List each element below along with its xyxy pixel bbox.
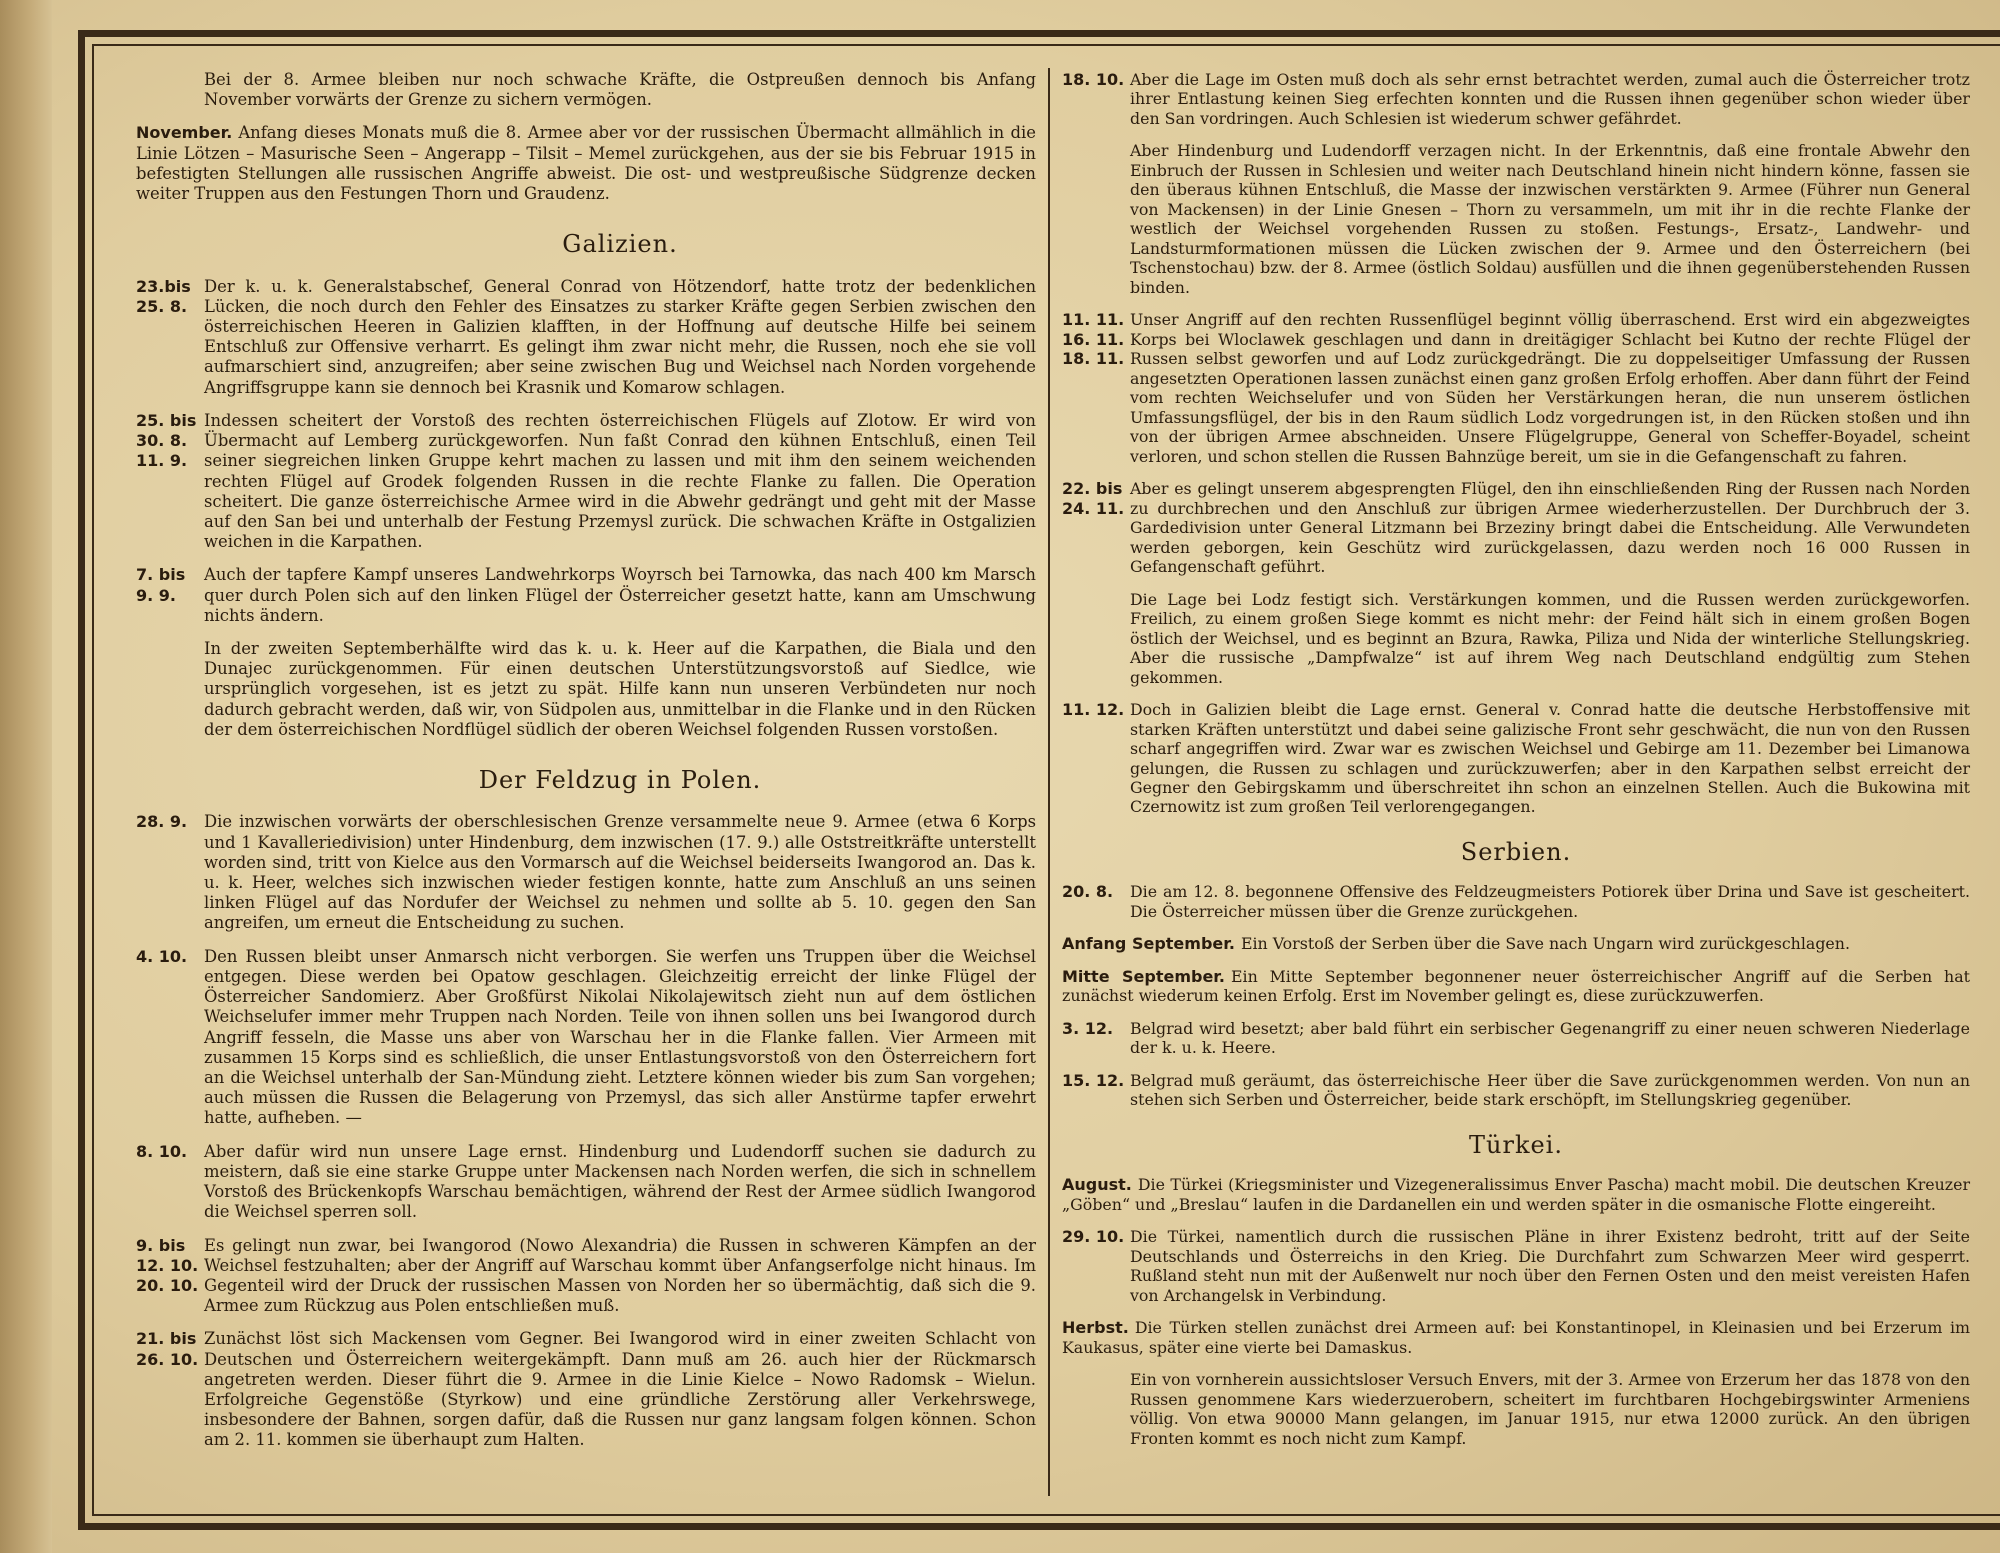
entry-date: 8. 10. bbox=[136, 1141, 188, 1161]
entry-text: Aber es gelingt unserem abgesprengten Flügel, den ihn einschließenden Ring der Russen nach Norden zu durchbrechen und den Anschluß zur übrigen Armee wiederherzustellen. Der Durchbruch der 3. Gardedivision unter General Litzmann bei Brzeziny bringt dabei die Entscheidung. Alle Verwundeten werden geborgen, kein Geschütz wird zurückgelassen, dazu werden noch 16 000 Russen in Gefangenschaft geführt. bbox=[1130, 479, 1970, 577]
entry-date-margin bbox=[1062, 700, 1130, 817]
timeline-entry bbox=[1062, 882, 1970, 921]
timeline-entry bbox=[1062, 934, 1970, 953]
entry-text: Indessen scheitert der Vorstoß des rechten österreichischen Flügels auf Zlotow. Er wird von Übermacht auf Lemberg zurückgeworfen. Nun faßt Conrad den kühnen Entschluß, einen Teil seiner siegreichen linken Gruppe kehrt machen zu lassen und mit ihm den seinem weichenden rechten Flügel auf Grodek folgenden Russen in die rechte Flanke zu fallen. Die Operation scheitert. Die ganze österreichische Armee wird in die Abwehr gedrängt und geht mit der Masse auf den San bei und unterhalb der Festung Przemysl zurück. Die schwachen Kräfte in Ostgalizien weichen in die Karpathen. bbox=[204, 410, 1036, 552]
entry-text: Die Türkei, namentlich durch die russischen Pläne in ihrer Existenz bedroht, tritt auf der Seite Deutschlands und Österreichs in den Krieg. Die Durchfahrt zum Schwarzen Meer wird gesperrt. Rußland steht nun mit der Außenwelt nur noch über den Fernen Osten und den meist vereisten Hafen von Archangelsk in Verbindung. bbox=[1130, 1227, 1970, 1305]
timeline-entry bbox=[136, 639, 1036, 740]
entry-date: 28. 9. bbox=[136, 812, 188, 832]
entry-date: 7. bis 9. 9. bbox=[136, 565, 186, 605]
timeline-entry bbox=[136, 1329, 1036, 1450]
timeline-entry bbox=[136, 411, 1036, 553]
entry-date: 23.bis bbox=[136, 276, 191, 296]
entry-date: 25. bis 30. 8. bbox=[136, 410, 197, 451]
polen-entries bbox=[136, 812, 1036, 1450]
column-divider bbox=[1048, 68, 1050, 1496]
entry-date: 16. 11. bbox=[1062, 329, 1125, 349]
entry-date-margin bbox=[1062, 310, 1130, 466]
entry-date-margin bbox=[1062, 479, 1130, 576]
entry-date: 11. 12. bbox=[1062, 700, 1125, 720]
section-title-galizien: Galizien. bbox=[562, 230, 678, 259]
entry-date: 18. 10. bbox=[1062, 70, 1125, 89]
entry-date-margin bbox=[136, 565, 204, 626]
entry-text: Belgrad wird besetzt; aber bald führt ein serbischer Gegenangriff zu einer neuen schweren Niederlage der k. u. k. Heere. bbox=[1130, 1018, 1970, 1058]
entry-date: 4. 10. bbox=[136, 946, 188, 966]
entry-date: November. bbox=[136, 123, 233, 143]
entry-text: Die Türken stellen zunächst drei Armeen auf: bei Konstantinopel, in Kleinasien und bei Erzerum im Kaukasus, später eine vierte bei Damaskus. bbox=[1062, 1318, 1970, 1357]
entry-date-margin bbox=[1062, 882, 1130, 921]
entry-text: Anfang dieses Monats muß die 8. Armee aber vor der russischen Übermacht allmählich in die Linie Lötzen – Masurische Seen – Angerapp – Tilsit – Memel zurückgehen, aus der sie bis Februar 1915 in befestigten Stellungen alle russischen Angriffe abweist. Die ost- und westpreußische Südgrenze decken weiter Truppen aus den Festungen Thorn und Graudenz. bbox=[136, 123, 1036, 204]
timeline-entry bbox=[1062, 967, 1970, 1006]
timeline-entry bbox=[1062, 479, 1970, 576]
entry-text: Unser Angriff auf den rechten Russenflügel beginnt völlig überraschend. Erst wird ein abgezweigtes Korps bei Wloclawek geschlagen und dann in dreitägiger Schlacht bei Kutno der rechte Flügel der Russen selbst geworfen und auf Lodz zurückgedrängt. Die zu doppelseitiger Umfassung der Russen angesetzten Operationen lassen zunächst einen ganz großen Erfolg erhoffen. Aber dann führt der Feind vom rechten Weichselufer und von Süden her Verstärkungen heran, die nun unserem östlichen Umfassungsflügel, der bis in den Raum südlich Lodz vorgedrungen ist, in den Rücken stoßen und ihn von der übrigen Armee abschneiden. Unsere Flügelgruppe, General von Scheffer-Boyadel, scheint verloren, und schon stellen die Russen Bahnzüge bereit, um sie in die Gefangenschaft zu fahren. bbox=[1130, 310, 1970, 466]
timeline-entry bbox=[136, 277, 1036, 398]
timeline-entry bbox=[136, 947, 1036, 1129]
entry-date-margin bbox=[1062, 1370, 1130, 1448]
entry-date: Herbst. bbox=[1062, 1318, 1129, 1338]
entry-date: 11. 11. bbox=[1062, 310, 1125, 330]
left-intro bbox=[136, 70, 1036, 110]
entry-text: Den Russen bleibt unser Anmarsch nicht verborgen. Sie werfen uns Truppen über die Weichsel entgegen. Diese werden bei Opatow geschlagen. Gleichzeitig erreicht der linke Flügel der Österreicher Sandomierz. Aber Großfürst Nikolai Nikolajewitsch zieht nun auf dem östlichen Weichselufer immer mehr Truppen nach Norden. Teile von ihnen sollen uns bei Iwangorod durch Angriff fesseln, die Masse uns aber von Warschau her in die Flanke fallen. Vier Armeen mit zusammen 15 Korps sind es schließlich, die unser Entlastungsvorstoß von den Österreichern fort an die Weichsel unterhalb der San-Mündung zieht. Letztere können wieder bis zum San vorgehen; auch müssen die Russen die Belagerung von Przemysl, das sich aller Anstürme tapfer erwehrt hatte, aufheben. — bbox=[204, 946, 1036, 1128]
november-entry bbox=[136, 123, 1036, 204]
entry-text: Aber dafür wird nun unsere Lage ernst. Hindenburg und Ludendorff suchen sie dadurch zu meistern, daß sie eine starke Gruppe unter Mackensen nach Norden werfen, die sich in schnellem Vorstoß des Brückenkopfs Warschau bemächtigen, während der Rest der Armee südlich Iwangorod die Weichsel sperren soll. bbox=[204, 1141, 1036, 1222]
right-column bbox=[1062, 70, 1970, 1461]
entry-date-margin bbox=[136, 639, 204, 740]
entry-date: 20. 10. bbox=[136, 1275, 199, 1295]
entry-text: Die Lage bei Lodz festigt sich. Verstärkungen kommen, und die Russen werden zurückgeworfen. Freilich, zu einem großen Siege kommt es nicht mehr: der Feind hält sich in einem großen Bogen östlich der Weichsel, und es beginnt an Bzura, Rawka, Piliza und Nida der winterliche Stellungskrieg. Aber die russische „Dampfwalze“ ist auf ihrem Weg nach Deutschland endgültig zum Stehen gekommen. bbox=[1130, 589, 1970, 687]
galizien-entries bbox=[136, 277, 1036, 741]
timeline-entry bbox=[1062, 1318, 1970, 1357]
entry-date-margin bbox=[1062, 141, 1130, 297]
entry-text: Zunächst löst sich Mackensen vom Gegner. Bei Iwangorod wird in einer zweiten Schlacht von Deutschen und Österreichern weitergekämpft. Dann muß am 26. auch hier der Rückmarsch angetreten werden. Dieser führt die 9. Armee in die Linie Kielce – Nowo Radomsk – Wielun. Erfolgreiche Gegenstöße (Styrkow) und eine gründliche Zerstörung aller Verkehrswege, insbesondere der Bahnen, sorgen dafür, daß die Russen nur ganz langsam folgen können. Schon am 2. 11. kommen sie überhaupt zum Halten. bbox=[204, 1329, 1036, 1450]
entry-text: Ein von vornherein aussichtsloser Versuch Envers, mit der 3. Armee von Erzerum her das 1878 von den Russen genommene Kars wiederzuerobern, scheitert im furchtbaren Hochgebirgswinter Armeniens völlig. Von etwa 90000 Mann gelangen, im Januar 1915, nur etwa 12000 zurück. An den übrigen Fronten kommt es noch nicht zum Kampf. bbox=[1130, 1370, 1970, 1448]
entry-date-margin bbox=[1062, 590, 1130, 687]
entry-date-margin bbox=[1062, 1071, 1130, 1110]
timeline-entry bbox=[136, 565, 1036, 626]
timeline-entry bbox=[1062, 1071, 1970, 1110]
entry-date-margin bbox=[136, 277, 204, 398]
entry-date-margin bbox=[136, 947, 204, 1129]
entry-text: Der k. u. k. Generalstabschef, General Conrad von Hötzendorf, hatte trotz der bedenklichen Lücken, die noch durch den Fehler des Einsatzes zu starker Kräfte gegen Serbien zwischen den österreichischen Heeren in Galizien klafften, in der Hoffnung auf deutsche Hilfe bei seinem Entschluß zur Offensive verharrt. Es gelingt ihm zwar nicht mehr, die Russen, noch ehe sie voll aufmarschiert sind, anzugreifen; aber seine zwischen Bug und Weichsel nach Norden vorgehende Angriffsgruppe kann sie dennoch bei Krasnik und Komarow schlagen. bbox=[204, 276, 1036, 397]
entry-date-margin bbox=[1062, 70, 1130, 128]
timeline-entry bbox=[1062, 1175, 1970, 1214]
entry-date: 22. bis 24. 11. bbox=[1062, 479, 1125, 518]
timeline-entry bbox=[1062, 141, 1970, 297]
entry-date: Anfang September. bbox=[1062, 934, 1235, 954]
entry-date: 29. 10. bbox=[1062, 1227, 1125, 1247]
left-column bbox=[136, 70, 1036, 1464]
entry-text: Ein Mitte September begonnener neuer österreichischer Angriff auf die Serben hat zunächst wiederum keinen Erfolg. Erst im November gelingt es, diese zurückzuwerfen. bbox=[1062, 966, 1970, 1006]
entry-text: Doch in Galizien bleibt die Lage ernst. General v. Conrad hatte die deutsche Herbstoffensive mit starken Kräften unterstützt und dabei seine galizische Front sehr geschwächt, die nun von den Russen scharf angegriffen wird. Zwar war es zwischen Weichsel und Gebirge am 11. Dezember bei Limanowa gelungen, die Russen zu schlagen und zurückzuwerfen; aber in den Karpathen selbst erreicht der Gegner den Gebirgskamm und überschreitet ihn schon an einzelnen Stellen. Auch die Bukowina mit Czernowitz ist zum großen Teil verlorengegangen. bbox=[1130, 700, 1970, 817]
entry-date-margin bbox=[136, 1329, 204, 1450]
entry-text: Ein Vorstoß der Serben über die Save nach Ungarn wird zurückgeschlagen. bbox=[1240, 934, 1850, 954]
section-title-tuerkei: Türkei. bbox=[1469, 1130, 1563, 1159]
timeline-entry bbox=[136, 1142, 1036, 1223]
entry-date: Mitte September. bbox=[1062, 966, 1225, 986]
entry-date: 15. 12. bbox=[1062, 1070, 1125, 1090]
tuerkei-entries bbox=[1062, 1175, 1970, 1448]
timeline-entry bbox=[1062, 1370, 1970, 1448]
entry-text: Die Türkei (Kriegsminister und Vizegeneralissimus Enver Pascha) macht mobil. Die deutschen Kreuzer „Göben“ und „Breslau“ laufen in die Dardanellen ein und werden später in die osmanische Flotte eingereiht. bbox=[1062, 1175, 1970, 1214]
timeline-entry bbox=[1062, 310, 1970, 466]
entry-date-margin bbox=[136, 411, 204, 553]
book-spine bbox=[0, 0, 52, 1553]
entry-date: 20. 8. bbox=[1062, 882, 1114, 902]
serbien-entries bbox=[1062, 882, 1970, 1109]
entry-text: Auch der tapfere Kampf unseres Landwehrkorps Woyrsch bei Tarnowka, das nach 400 km Marsch quer durch Polen sich auf den linken Flügel der Österreicher gesetzt hatte, kann am Umschwung nichts ändern. bbox=[204, 565, 1036, 625]
timeline-entry bbox=[1062, 70, 1970, 128]
entry-date-margin bbox=[1062, 1227, 1130, 1305]
entry-date-margin bbox=[136, 1142, 204, 1223]
entry-text: Es gelingt nun zwar, bei Iwangorod (Nowo Alexandria) die Russen in schweren Kämpfen an der Weichsel festzuhalten; aber der Angriff auf Warschau kommt über Anfangserfolge nicht hinaus. Im Gegenteil wird der Druck der russischen Massen von Norden her so übermächtig, daß sich die 9. Armee zum Rückzug aus Polen entschließen muß. bbox=[204, 1235, 1036, 1316]
entry-date: 18. 11. bbox=[1062, 349, 1125, 369]
entry-date: 9. bis 12. 10. bbox=[136, 1235, 199, 1275]
entry-date: August. bbox=[1062, 1175, 1132, 1195]
osten-entries bbox=[1062, 70, 1970, 817]
entry-date-margin bbox=[136, 1236, 204, 1317]
entry-text: Belgrad muß geräumt, das österreichische Heer über die Save zurückgenommen werden. Von nun an stehen sich Serben und Österreicher, beide stark erschöpft, im Stellungskrieg gegenüber. bbox=[1130, 1070, 1970, 1110]
timeline-entry bbox=[1062, 1019, 1970, 1058]
section-title-serbien: Serbien. bbox=[1460, 837, 1572, 866]
entry-text: Aber die Lage im Osten muß doch als sehr ernst betrachtet werden, zumal auch die Österreicher trotz ihrer Entlastung keinen Sieg erfechten konnten und die Russen ihnen gegenüber schon wieder über den San vordringen. Auch Schlesien ist wiederum schwer gefährdet. bbox=[1130, 70, 1970, 128]
entry-text: Aber Hindenburg und Ludendorff verzagen nicht. In der Erkenntnis, daß eine frontale Abwehr den Einbruch der Russen in Schlesien und weiter nach Deutschland hinein nicht hindern könne, fassen sie den überaus kühnen Entschluß, die Masse der inzwischen verstärkten 9. Armee (Führer nun General von Mackensen) in der Linie Gnesen – Thorn zu versammeln, um mit ihr in die rechte Flanke der westlich der Weichsel vorgehenden Russen zu stoßen. Festungs-, Ersatz-, Landwehr- und Landsturmformationen müssen die Lücken zwischen der 9. Armee und den Österreichern (bei Tschenstochau) bzw. der 8. Armee (östlich Soldau) ausfüllen und die ihnen gegenüberstehenden Russen binden. bbox=[1130, 141, 1970, 297]
entry-date-margin bbox=[136, 812, 204, 933]
entry-date: 21. bis 26. 10. bbox=[136, 1329, 199, 1369]
timeline-entry bbox=[1062, 590, 1970, 687]
entry-text: Die inzwischen vorwärts der oberschlesischen Grenze versammelte neue 9. Armee (etwa 6 Korps und 1 Kavalleriedivision) unter Hindenburg, dem inzwischen (17. 9.) alle Oststreitkräfte unterstellt worden sind, tritt von Kielce aus den Vormarsch auf die Weichsel beiderseits Iwangorod an. Das k. u. k. Heer, welches sich inzwischen wieder festigen konnte, hatte zum Anschluß an uns seinen linken Flügel auf das Nordufer der Weichsel zu nehmen und sollte ab 5. 10. gegen den San angreifen, um erneut die Entscheidung zu suchen. bbox=[204, 812, 1036, 933]
section-title-polen: Der Feldzug in Polen. bbox=[478, 766, 762, 795]
entry-date: 11. 9. bbox=[136, 451, 188, 471]
timeline-entry bbox=[136, 812, 1036, 933]
entry-text: Die am 12. 8. begonnene Offensive des Feldzeugmeisters Potiorek über Drina und Save ist gescheitert. Die Österreicher müssen über die Grenze zurückgehen. bbox=[1130, 882, 1970, 921]
timeline-entry bbox=[136, 1236, 1036, 1317]
entry-text: In der zweiten Septemberhälfte wird das k. u. k. Heer auf die Karpathen, die Biala und den Dunajec zurückgenommen. Für einen deutschen Unterstützungsvorstoß auf Siedlce, wie ursprünglich vorgesehen, ist es jetzt zu spät. Hilfe kann nun unseren Verbündeten nur noch dadurch gebracht werden, daß wir, von Südpolen aus, unmittelbar in die Flanke und in den Rücken der dem österreichischen Nordflügel südlich der oberen Weichsel folgenden Russen vorstoßen. bbox=[204, 639, 1036, 739]
entry-date: 25. 8. bbox=[136, 296, 188, 316]
entry-date: 3. 12. bbox=[1062, 1018, 1114, 1038]
timeline-entry bbox=[1062, 700, 1970, 817]
entry-date-margin bbox=[1062, 1019, 1130, 1058]
entry-text: Bei der 8. Armee bleiben nur noch schwache Kräfte, die Ostpreußen dennoch bis Anfang November vorwärts der Grenze zu sichern vermögen. bbox=[204, 70, 1036, 110]
timeline-entry bbox=[1062, 1227, 1970, 1305]
